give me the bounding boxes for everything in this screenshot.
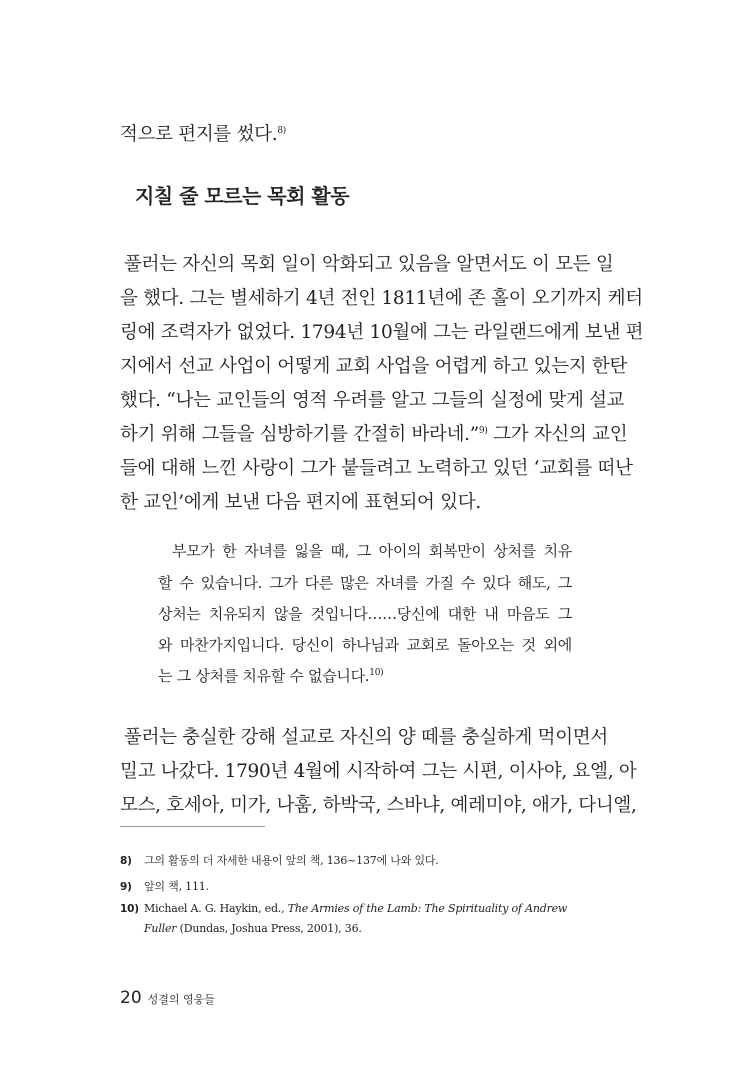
footnote-divider [120, 826, 265, 827]
footnote-ref: 9) [478, 425, 488, 436]
text-line: 밀고 나갔다. 1790년 4월에 시작하여 그는 시편, 이사야, 요엘, 아 [120, 761, 637, 782]
text-line: 들에 대해 느낀 사랑이 그가 붙들려고 노력하고 있던 ‘교회를 떠난 [120, 458, 633, 479]
footnote-10-cont: Fuller (Dundas, Joshua Press, 2001), 36. [144, 922, 362, 935]
text-line: 했다. “나는 교인들의 영적 우려를 알고 그들의 실정에 맞게 설교 [120, 390, 625, 411]
text-line: 지에서 선교 사업이 어떻게 교회 사업을 어렵게 하고 있는지 한탄 [120, 356, 628, 377]
footnote-ref: 8) [277, 125, 286, 136]
quote-line: 부모가 한 자녀를 잃을 때, 그 아이의 회복만이 상처를 치유 [172, 542, 572, 560]
quote-line: 는 그 상처를 치유할 수 없습니다.$^{10)}$ [158, 667, 384, 685]
page-number: 20 [120, 988, 142, 1008]
section-heading: 지칠 줄 모르는 목회 활동 [135, 184, 350, 208]
text-line: 을 했다. 그는 별세하기 4년 전인 1811년에 존 홀이 오기까지 케터 [120, 288, 643, 309]
page-footer [120, 988, 215, 1008]
footnote-9: 9) 앞의 책, 111. [120, 880, 209, 893]
book-title: 성결의 영웅들 [147, 993, 215, 1006]
footnote-10: 10) Michael A. G. Haykin, ed., The Armies of the Lamb: The Spirituality of Andrew [120, 902, 568, 915]
continued-line: 적으로 편지를 썼다.$^{8)}$ [120, 124, 286, 145]
text-line: 한 교인’에게 보낸 다음 편지에 표현되어 있다. [120, 492, 481, 513]
footnote-ref: 10) [369, 668, 384, 678]
text-line: 하기 위해 그들을 심방하기를 간절히 바라네.”$^{9)}$ 그가 자신의 교인 [120, 424, 628, 445]
quote-line: 와 마찬가지입니다. 당신이 하나님과 교회로 돌아오는 것 외에 [158, 636, 572, 654]
text-line: 풀러는 자신의 목회 일이 악화되고 있음을 알면서도 이 모든 일 [124, 254, 614, 275]
footnote-8: 8) 그의 활동의 더 자세한 내용이 앞의 책, 136~137에 나와 있다. [120, 854, 439, 867]
quote-line: 상처는 치유되지 않을 것입니다……당신에 대한 내 마음도 그 [158, 605, 572, 623]
text-line: 모스, 호세아, 미가, 나훔, 하박국, 스바냐, 예레미야, 애가, 다니엘, [120, 795, 637, 816]
text-line: 풀러는 충실한 강해 설교로 자신의 양 떼를 충실하게 먹이면서 [124, 727, 608, 748]
quote-line: 할 수 있습니다. 그가 다른 많은 자녀를 가질 수 있다 해도, 그 [158, 574, 572, 592]
text-line: 링에 조력자가 없었다. 1794년 10월에 그는 라일랜드에게 보낸 편 [120, 322, 644, 343]
